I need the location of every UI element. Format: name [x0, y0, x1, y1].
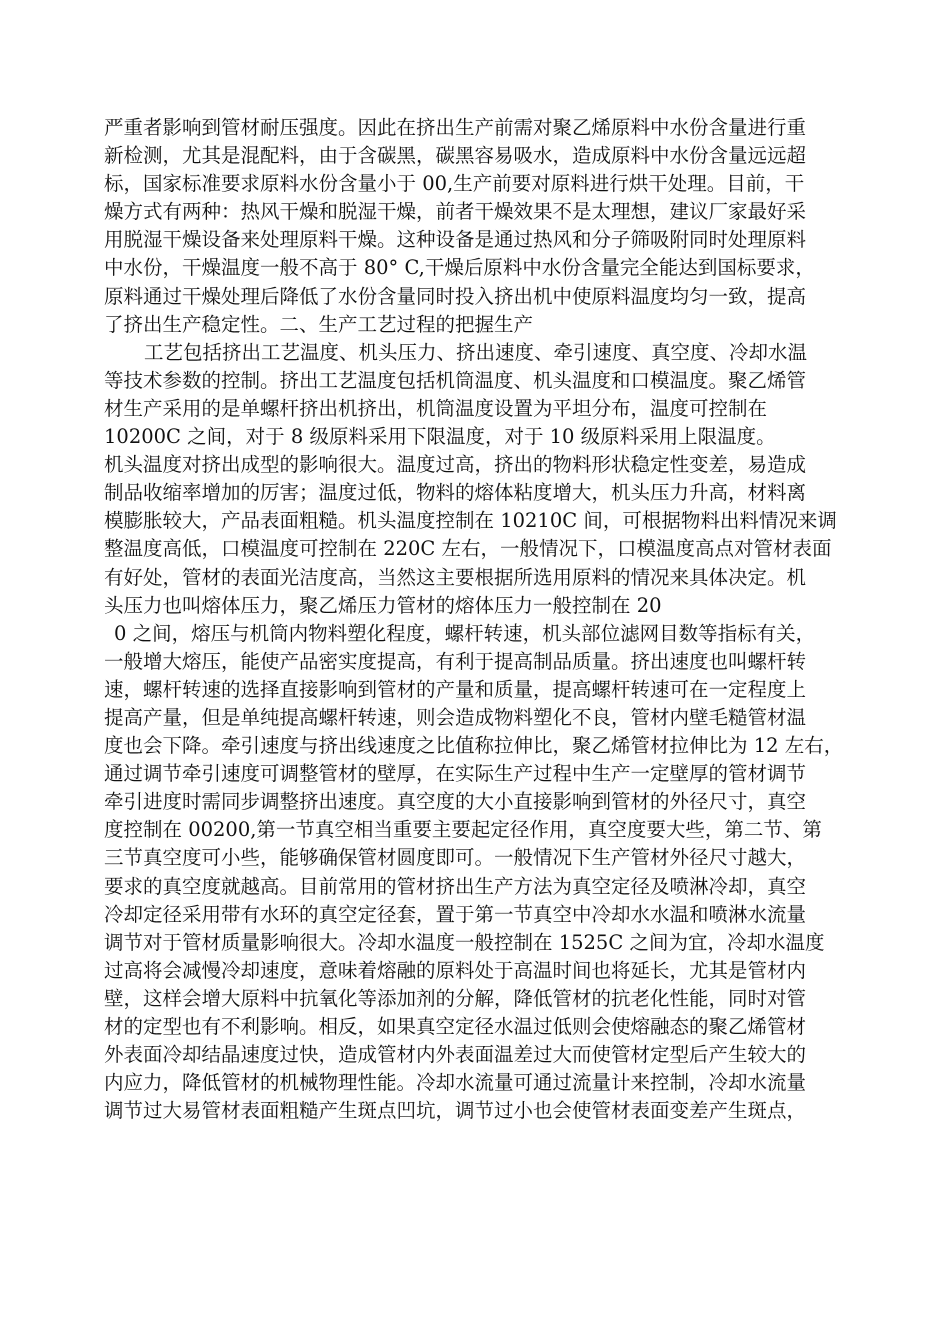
- text-line: 工艺包括挤出工艺温度、机头压力、挤出速度、牵引速度、真空度、冷却水温: [144, 340, 808, 364]
- text-line: 原料通过干燥处理后降低了水份含量同时投入挤出机中使原料温度均匀一致，提高: [104, 284, 807, 308]
- text-line: 用脱湿干燥设备来处理原料干燥。这种设备是通过热风和分子筛吸附同时处理原料: [104, 228, 807, 252]
- text-line: 整温度高低，口模温度可控制在 220C 左右，一般情况下，口模温度高点对管材表面: [104, 537, 832, 561]
- text-line: 10200C 之间，对于 8 级原料采用下限温度，对于 10 级原料采用上限温度。: [104, 425, 776, 449]
- text-line: 材生产采用的是单螺杆挤出机挤出，机筒温度设置为平坦分布，温度可控制在: [104, 396, 768, 420]
- text-line: 冷却定径采用带有水环的真空定径套，置于第一节真空中冷却水水温和喷淋水流量: [104, 902, 807, 926]
- text-line: 通过调节牵引速度可调整管材的壁厚，在实际生产过程中生产一定壁厚的管材调节: [104, 762, 807, 786]
- text-line: 调节对于管材质量影响很大。冷却水温度一般控制在 1525C 之间为宜，冷却水温度: [104, 930, 825, 954]
- text-line: 严重者影响到管材耐压强度。因此在挤出生产前需对聚乙烯原料中水份含量进行重: [104, 116, 807, 139]
- text-line: 制品收缩率增加的厉害；温度过低，物料的熔体粘度增大，机头压力升高，材料离: [104, 481, 807, 505]
- text-line: 过高将会减慢冷却速度，意味着熔融的原料处于高温时间也将延长，尤其是管材内: [104, 958, 807, 982]
- text-line: 材的定型也有不利影响。相反，如果真空定径水温过低则会使熔融态的聚乙烯管材: [104, 1015, 807, 1038]
- text-line: 标，国家标准要求原料水份含量小于 00,生产前要对原料进行烘干处理。目前，干: [104, 172, 805, 196]
- text-line: 壁，这样会增大原料中抗氧化等添加剂的分解，降低管材的抗老化性能，同时对管: [104, 986, 807, 1010]
- text-line: 模膨胀较大，产品表面粗糙。机头温度控制在 10210C 间，可根据物料出料情况来调: [104, 509, 837, 533]
- text-line: 要求的真空度就越高。目前常用的管材挤出生产方法为真空定径及喷淋冷却，真空: [104, 874, 807, 898]
- text-line: 头压力也叫熔体压力，聚乙烯压力管材的熔体压力一般控制在 20: [104, 593, 662, 617]
- text-line: 内应力，降低管材的机械物理性能。冷却水流量可通过流量计来控制，冷却水流量: [104, 1071, 807, 1095]
- text-line: 外表面冷却结晶速度过快，造成管材内外表面温差过大而使管材定型后产生较大的: [104, 1043, 807, 1067]
- text-line: 速，螺杆转速的选择直接影响到管材的产量和质量，提高螺杆转速可在一定程度上: [104, 677, 807, 701]
- text-line: 调节过大易管材表面粗糙产生斑点凹坑，调节过小也会使管材表面变差产生斑点，: [104, 1099, 807, 1123]
- text-line: 三节真空度可小些，能够确保管材圆度即可。一般情况下生产管材外径尺寸越大，: [104, 846, 807, 870]
- text-line: 新检测，尤其是混配料，由于含碳黑，碳黑容易吸水，造成原料中水份含量远远超: [104, 144, 807, 168]
- text-line: 0 之间，熔压与机筒内物料塑化程度，螺杆转速，机头部位滤网目数等指标有关，: [114, 621, 816, 645]
- text-line: 等技术参数的控制。挤出工艺温度包括机筒温度、机头温度和口模温度。聚乙烯管: [104, 368, 807, 392]
- text-line: 一般增大熔压，能使产品密实度提高，有利于提高制品质量。挤出速度也叫螺杆转: [104, 649, 807, 673]
- text-line: 燥方式有两种：热风干燥和脱湿干燥，前者干燥效果不是太理想，建议厂家最好采: [104, 200, 807, 224]
- body-text: [104, 114, 846, 1125]
- text-line: 中水份，干燥温度一般不高于 80° C,干燥后原料中水份含量完全能达到国标要求，: [104, 256, 815, 280]
- text-line: 机头温度对挤出成型的影响很大。温度过高，挤出的物料形状稳定性变差，易造成: [104, 453, 807, 477]
- text-line: 度控制在 00200,第一节真空相当重要主要起定径作用，真空度要大些，第二节、第: [104, 818, 822, 842]
- text-line: 牵引进度时需同步调整挤出速度。真空度的大小直接影响到管材的外径尺寸，真空: [104, 790, 807, 814]
- text-line: 度也会下降。牵引速度与挤出线速度之比值称拉伸比，聚乙烯管材拉伸比为 12 左右，: [104, 734, 844, 758]
- text-line: 有好处，管材的表面光洁度高，当然这主要根据所选用原料的情况来具体决定。机: [104, 565, 807, 589]
- text-line: 提高产量，但是单纯提高螺杆转速，则会造成物料塑化不良，管材内壁毛糙管材温: [104, 705, 807, 729]
- text-line: 了挤出生产稳定性。二、生产工艺过程的把握生产: [104, 312, 534, 336]
